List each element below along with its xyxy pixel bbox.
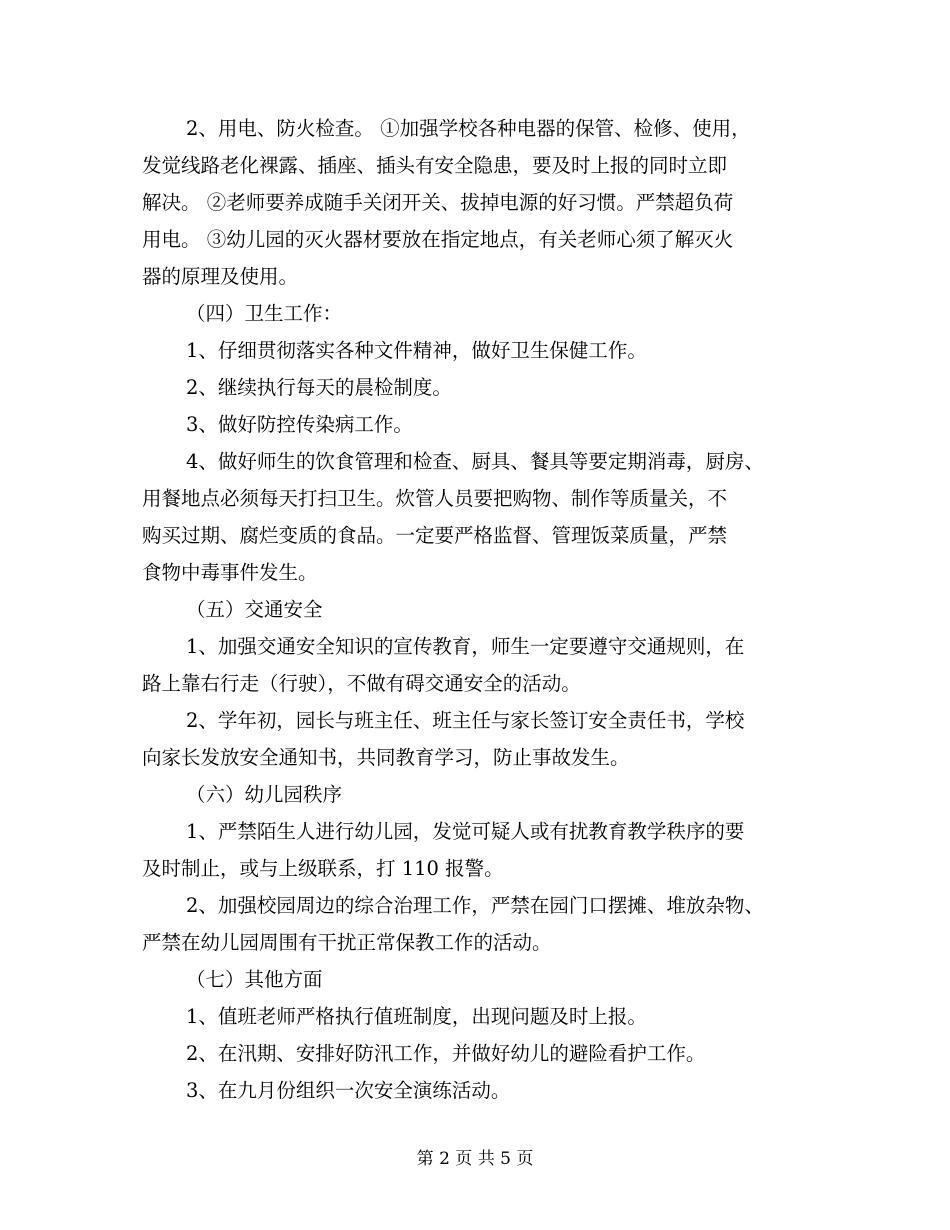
body-line: 1、加强交通安全知识的宣传教育，师生一定要遵守交通规则，在	[186, 635, 745, 658]
body-line: 4、做好师生的饮食管理和检查、厨具、餐具等要定期消毒，厨房、	[186, 450, 764, 473]
body-line: 发觉线路老化裸露、插座、插头有安全隐患，要及时上报的同时立即	[142, 154, 728, 177]
body-line: 3、在九月份组织一次安全演练活动。	[186, 1079, 511, 1102]
section-heading: （六）幼儿园秩序	[186, 783, 343, 806]
body-line: 解决。 ②老师要养成随手关闭开关、拔掉电源的好习惯。严禁超负荷	[142, 191, 734, 214]
body-line: 1、仔细贯彻落实各种文件精神，做好卫生保健工作。	[186, 339, 647, 362]
body-line: 器的原理及使用。	[142, 265, 299, 288]
body-line: 用电。 ③幼儿园的灭火器材要放在指定地点，有关老师心须了解灭火	[142, 228, 734, 251]
body-line: 购买过期、腐烂变质的食品。一定要严格监督、管理饭菜质量，严禁	[142, 524, 728, 547]
section-heading: （四）卫生工作：	[186, 302, 343, 325]
body-line: 严禁在幼儿园周围有干扰正常保教工作的活动。	[142, 931, 552, 954]
section-heading: （五）交通安全	[186, 598, 323, 621]
body-line: 2、继续执行每天的晨检制度。	[186, 376, 452, 399]
page-number-footer: 第 2 页 共 5 页	[416, 1149, 534, 1169]
body-line: 向家长发放安全通知书，共同教育学习，防止事故发生。	[142, 746, 630, 769]
body-line: 1、严禁陌生人进行幼儿园，发觉可疑人或有扰教育教学秩序的要	[186, 820, 745, 843]
body-line: 及时制止，或与上级联系，打 110 报警。	[142, 857, 504, 880]
body-line: 2、加强校园周边的综合治理工作，严禁在园门口摆摊、堆放杂物、	[186, 894, 764, 917]
body-line: 2、用电、防火检查。 ①加强学校各种电器的保管、检修、使用，	[186, 117, 751, 140]
body-line: 路上靠右行走（行驶），不做有碍交通安全的活动。	[142, 672, 581, 695]
body-line: 用餐地点必须每天打扫卫生。炊管人员要把购物、制作等质量关，不	[142, 487, 728, 510]
body-line: 2、学年初，园长与班主任、班主任与家长签订安全责任书，学校	[186, 709, 745, 732]
body-line: 3、做好防控传染病工作。	[186, 413, 413, 436]
body-line: 2、在汛期、安排好防汛工作，并做好幼儿的避险看护工作。	[186, 1042, 706, 1065]
body-line: 食物中毒事件发生。	[142, 561, 318, 584]
document-body	[142, 110, 810, 1109]
section-heading: （七）其他方面	[186, 968, 323, 991]
body-line: 1、值班老师严格执行值班制度，出现问题及时上报。	[186, 1005, 647, 1028]
